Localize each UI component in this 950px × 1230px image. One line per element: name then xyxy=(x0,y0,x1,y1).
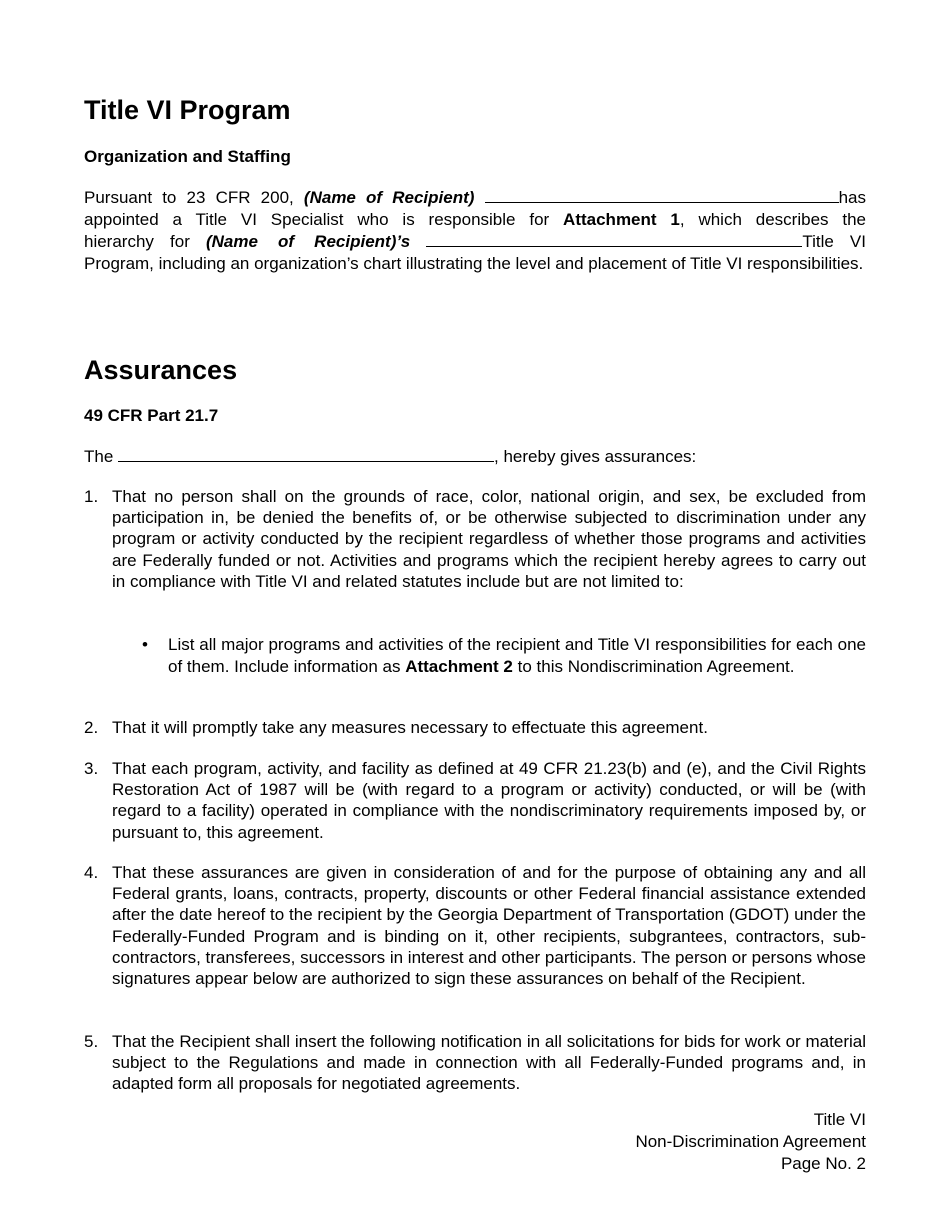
bullet-icon: • xyxy=(142,635,148,654)
intro-rest: , hereby gives assurances: xyxy=(494,447,697,466)
name-of-recipient-label: (Name of Recipient) xyxy=(303,188,475,207)
assurance-item xyxy=(84,862,866,989)
para-text: hierarchy for xyxy=(84,232,190,252)
footer-line-1: Title VI xyxy=(813,1110,866,1129)
assurance-item xyxy=(84,486,866,592)
paragraph-rest: Program, including an organization’s chart illustrating the level and placement of Title VI responsibilities. xyxy=(84,253,864,273)
recipient-name-blank-2 xyxy=(426,230,802,247)
assurance-item xyxy=(84,758,866,843)
section-subtitle-49-cfr: 49 CFR Part 21.7 xyxy=(84,406,219,425)
assurances-intro xyxy=(84,445,866,468)
paragraph-line-2 xyxy=(84,209,866,231)
recipient-name-blank xyxy=(485,186,839,203)
assurance-bullet-item xyxy=(140,634,866,677)
item-number: 1. xyxy=(84,487,99,506)
bullet-text-b: to this Nondiscrimination Agreement. xyxy=(517,656,795,676)
assurance-item xyxy=(84,717,866,738)
bullet-text-a: List all major programs and activities of the recipient and Title VI responsibilities for each one of them. Include information as xyxy=(168,635,866,676)
section-subtitle-organization-staffing: Organization and Staffing xyxy=(84,147,291,166)
item-number: 5. xyxy=(84,1032,99,1051)
para-text: has xyxy=(838,188,866,207)
para-text: Pursuant to 23 CFR 200, xyxy=(84,188,294,207)
intro-the: The xyxy=(84,447,114,466)
item-text: That each program, activity, and facility as defined at 49 CFR 21.23(b) and (e), and the Civil Rights Restoration Act of 1987 will be (with regard to a program or activity) conducted, or will be (with regard to a facility) operated in compliance with the nondiscriminatory requirements imposed by, or pursuant to, this agreement. xyxy=(112,759,866,842)
section-title-assurances: Assurances xyxy=(84,355,238,385)
item-text: That the Recipient shall insert the following notification in all solicitations for bids for work or material subject to the Regulations and made in connection with all Federally-Funded programs and, in adapted form all proposals for negotiated agreements. xyxy=(112,1032,866,1094)
paragraph-line-3 xyxy=(84,230,866,253)
paragraph-line-1 xyxy=(84,186,866,209)
page-footer xyxy=(635,1109,866,1175)
name-of-recipient-possessive-label: (Name of Recipient)’s xyxy=(205,232,411,252)
footer-page-number: Page No. 2 xyxy=(780,1154,866,1173)
item-number: 4. xyxy=(84,863,99,882)
organization-staffing-paragraph xyxy=(84,186,866,274)
recipient-blank-assurances xyxy=(118,445,494,462)
item-number: 3. xyxy=(84,759,99,778)
section-title-title-vi-program: Title VI Program xyxy=(84,95,291,125)
attachment-2-label: Attachment 2 xyxy=(405,656,513,676)
item-text: That these assurances are given in consideration of and for the purpose of obtaining any and all Federal grants, loans, contracts, property, discounts or other Federal financial assistance extended after the date hereof to the recipient by the Georgia Department of Transportation (GDOT) under the Federally-Funded Program and is binding on it, other recipients, subgrantees, contractors, sub-contractors, transferees, successors in interest and other participants. The person or persons whose signatures appear below are authorized to sign these assurances on behalf of the Recipient. xyxy=(112,863,866,989)
item-number: 2. xyxy=(84,718,99,737)
footer-line-2: Non-Discrimination Agreement xyxy=(635,1132,866,1151)
item-text: That no person shall on the grounds of race, color, national origin, and sex, be excluded from participation in, be denied the benefits of, or be otherwise subjected to discrimination under any program or activity conducted by the recipient regardless of whether those programs and activities are Federally funded or not. Activities and programs which the recipient hereby agrees to carry out in compliance with Title VI and related statutes include but are not limited to: xyxy=(112,487,866,591)
para-text: , which describes the xyxy=(679,209,867,229)
para-text: Title VI xyxy=(802,232,866,252)
para-text: appointed a Title VI Specialist who is responsible for xyxy=(84,209,550,229)
attachment-1-label: Attachment 1 xyxy=(563,209,680,229)
item-text: That it will promptly take any measures necessary to effectuate this agreement. xyxy=(112,718,708,737)
assurance-item xyxy=(84,1031,866,1095)
bullet-text xyxy=(168,634,866,677)
